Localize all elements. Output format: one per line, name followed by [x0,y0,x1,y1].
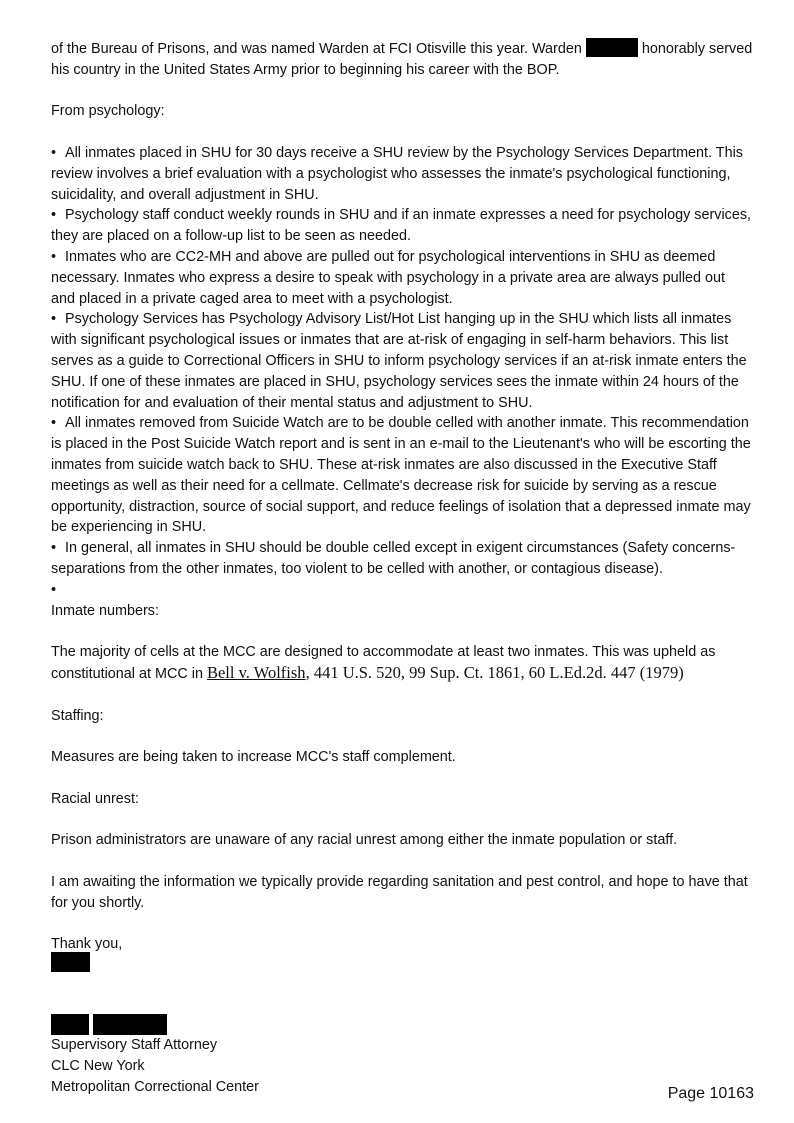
inmate-numbers-paragraph: The majority of cells at the MCC are designed to accommodate at least two inmates. This was upheld as constitutional at MCC in Bell v. Wolfish, 441 U.S. 520, 99 Sup. Ct. 1861, 60 L.Ed.2d. 447 (1979) [51,644,716,682]
list-item: • Psychology Services has Psychology Advisory List/Hot List hanging up in the SHU which lists all inmates with significant psychological issues or inmates that are at-risk of engaging in self-harm behaviors. This list serves as a guide to Correctional Officers in SHU to inform psychology services if an at-risk inmate enters the SHU. If one of these inmates are placed in SHU, psychology services sees the inmate within 24 hours of the notification for and evaluation of their mental status and adjustment to SHU. [51,311,747,411]
list-item: • In general, all inmates in SHU should be double celled except in exigent circumstances (Safety concerns-separations from the other inmates, too violent to be celled with another, or contagious disease). [51,540,736,577]
signature-title: Supervisory Staff Attorney [51,1037,218,1054]
redaction-warden-name [586,38,638,57]
redaction-last-name [93,1014,167,1035]
list-item: • Inmates who are CC2-MH and above are pulled out for psychological interventions in SHU as deemed necessary. Inmates who express a desire to speak with psychology in a private area are always pulled out and placed in a private caged area to meet with a psychologist. [51,248,726,307]
closing-thanks: Thank you, [51,936,123,953]
staffing-heading: Staffing: [51,707,104,724]
inmate-numbers-heading: Inmate numbers: [51,602,159,619]
psychology-heading: From psychology: [51,103,165,120]
redaction-signature-initials [51,952,90,972]
list-item: • All inmates placed in SHU for 30 days receive a SHU review by the Psychology Services Department. This review involves a brief evaluation with a psychologist who assesses the inmate's psychological functioning, suicidality, and overall adjustment in SHU. [51,144,743,203]
awaiting-paragraph: I am awaiting the information we typically provide regarding sanitation and pest control, and hope to have that for you shortly. [51,873,748,911]
psychology-bullet-list [51,143,753,601]
case-citation: , 441 U.S. 520, 99 Sup. Ct. 1861, 60 L.Ed.2d. 447 (1979) [305,662,684,682]
racial-unrest-paragraph: Prison administrators are unaware of any racial unrest among either the inmate population or staff. [51,832,678,849]
staffing-paragraph: Measures are being taken to increase MCC's staff complement. [51,749,456,766]
list-item-empty: • [51,581,57,598]
redaction-signature-name [51,1014,753,1035]
list-item: • All inmates removed from Suicide Watch are to be double celled with another inmate. This recommendation is placed in the Post Suicide Watch report and is sent in an e-mail to the Lieutenant's who will be escorting the inmates from suicide watch back to SHU. These at-risk inmates are also discussed in the Executive Staff meetings as well as their need for a cellmate. Cellmate's decrease risk for suicide by serving as a rescue opportunity, distraction, source of social support, and reduce feelings of isolation that a depressed inmate may be experiencing in SHU. [51,415,751,536]
redaction-first-name [51,1014,89,1035]
page-number: Page 10163 [667,1085,754,1102]
case-name: Bell v. Wolfish [206,662,306,682]
list-item: • Psychology staff conduct weekly rounds in SHU and if an inmate expresses a need for psychology services, they are placed on a follow-up list to be seen as needed. [51,207,752,245]
racial-unrest-heading: Racial unrest: [51,790,139,807]
signature-facility: Metropolitan Correctional Center [51,1078,259,1095]
signature-org: CLC New York [51,1057,145,1074]
intro-paragraph: of the Bureau of Prisons, and was named Warden at FCI Otisville this year. Warden honorably served his country in the United States Army prior to beginning his career with the BOP. [51,38,753,81]
